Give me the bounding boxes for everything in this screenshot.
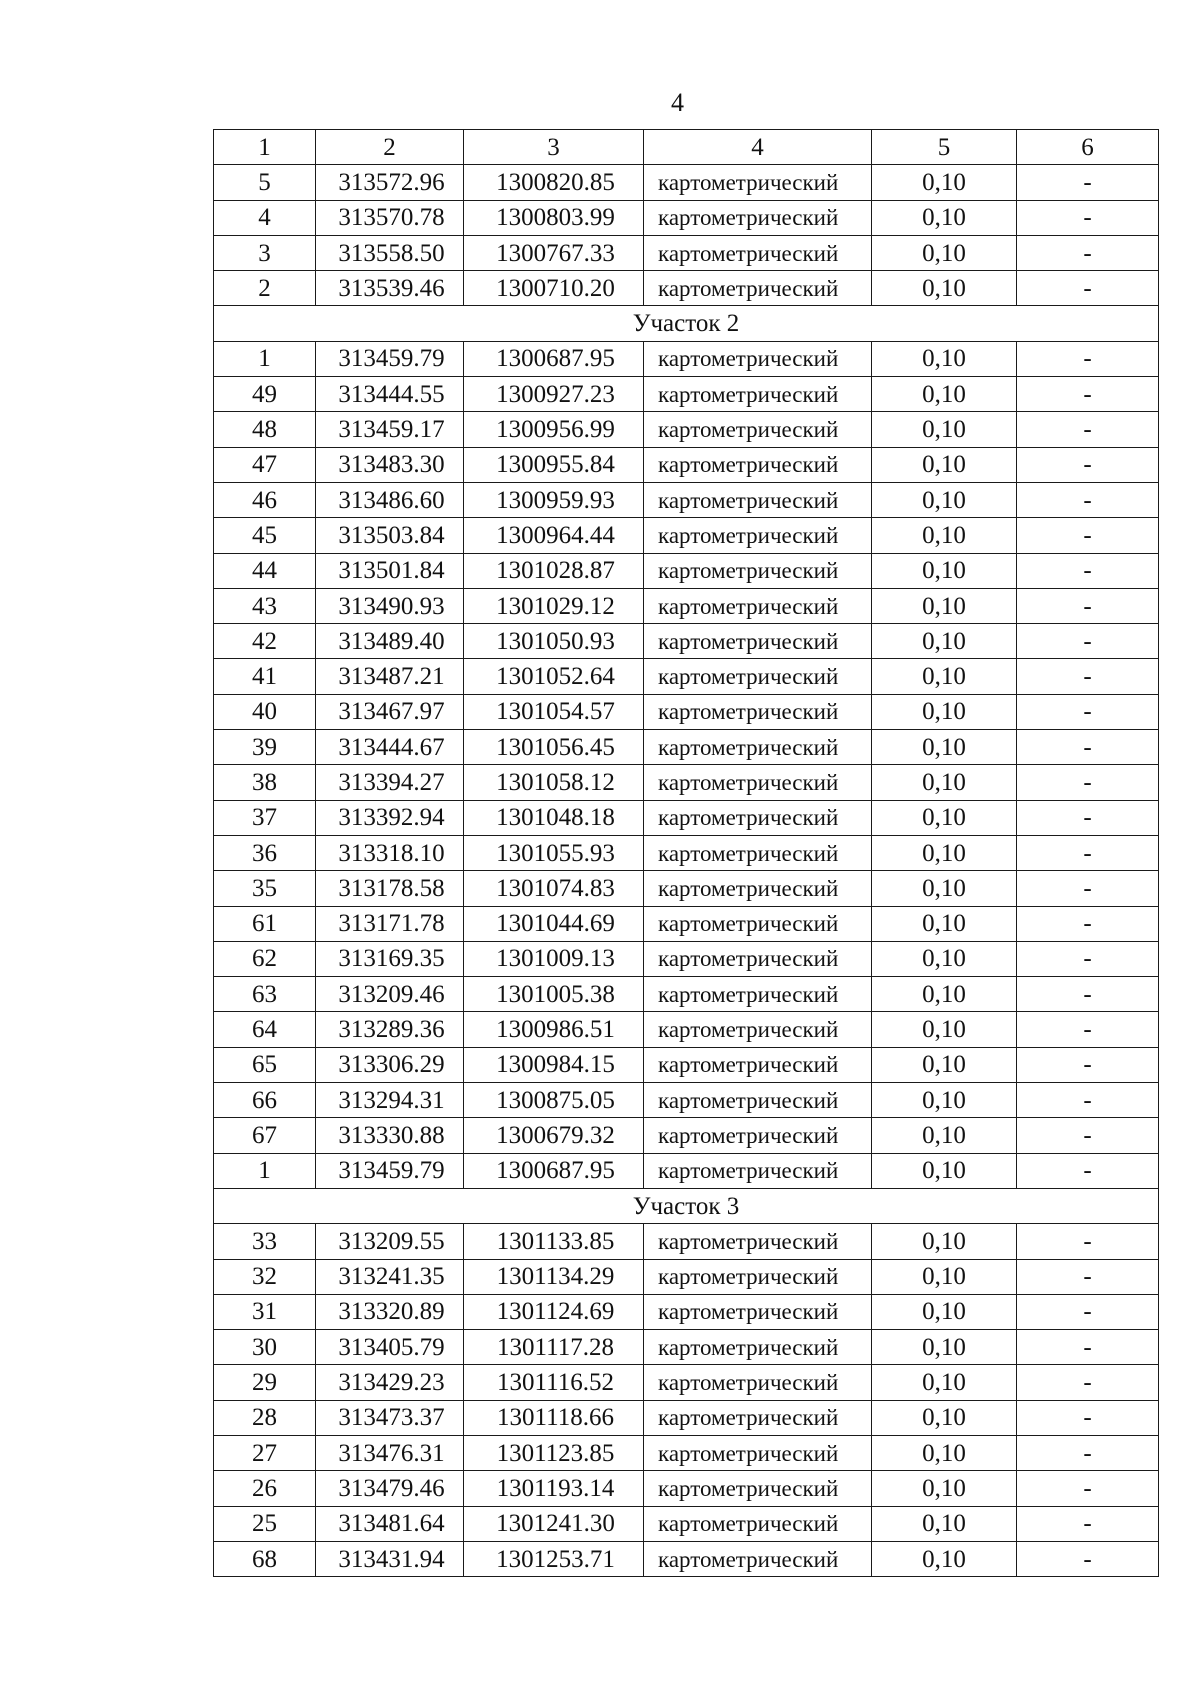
accuracy-cell: 0,10 [872,1224,1017,1259]
point-number-cell: 40 [214,694,316,729]
description-cell: - [1017,200,1159,235]
x-coordinate-cell: 313501.84 [316,553,464,588]
description-cell: - [1017,765,1159,800]
y-coordinate-cell: 1301133.85 [464,1224,644,1259]
table-row [214,1471,1159,1506]
method-cell: картометрический [644,1047,872,1082]
description-cell: - [1017,377,1159,412]
description-cell: - [1017,1541,1159,1576]
method-cell: картометрический [644,800,872,835]
method-cell: картометрический [644,447,872,482]
method-cell: картометрический [644,977,872,1012]
accuracy-cell: 0,10 [872,341,1017,376]
table-row [214,1400,1159,1435]
point-number-cell: 61 [214,906,316,941]
description-cell: - [1017,694,1159,729]
accuracy-cell: 0,10 [872,1047,1017,1082]
x-coordinate-cell: 313481.64 [316,1506,464,1541]
accuracy-cell: 0,10 [872,1118,1017,1153]
accuracy-cell: 0,10 [872,553,1017,588]
y-coordinate-cell: 1300984.15 [464,1047,644,1082]
description-cell: - [1017,1224,1159,1259]
table-row [214,835,1159,870]
page-number: 4 [671,88,684,117]
x-coordinate-cell: 313405.79 [316,1330,464,1365]
point-number-cell: 45 [214,518,316,553]
method-cell: картометрический [644,1224,872,1259]
x-coordinate-cell: 313490.93 [316,588,464,623]
point-number-cell: 48 [214,412,316,447]
accuracy-cell: 0,10 [872,412,1017,447]
accuracy-cell: 0,10 [872,977,1017,1012]
table-row [214,200,1159,235]
method-cell: картометрический [644,341,872,376]
x-coordinate-cell: 313489.40 [316,624,464,659]
y-coordinate-cell: 1300964.44 [464,518,644,553]
description-cell: - [1017,906,1159,941]
x-coordinate-cell: 313487.21 [316,659,464,694]
accuracy-cell: 0,10 [872,518,1017,553]
coordinates-table [213,129,1159,1577]
y-coordinate-cell: 1301134.29 [464,1259,644,1294]
accuracy-cell: 0,10 [872,730,1017,765]
table-row [214,235,1159,270]
y-coordinate-cell: 1300803.99 [464,200,644,235]
table-row [214,377,1159,412]
x-coordinate-cell: 313479.46 [316,1471,464,1506]
method-cell: картометрический [644,1259,872,1294]
x-coordinate-cell: 313473.37 [316,1400,464,1435]
y-coordinate-cell: 1301124.69 [464,1294,644,1329]
x-coordinate-cell: 313171.78 [316,906,464,941]
table-row [214,941,1159,976]
header-cell: 6 [1017,130,1159,165]
description-cell: - [1017,1435,1159,1470]
method-cell: картометрический [644,1506,872,1541]
y-coordinate-cell: 1300956.99 [464,412,644,447]
method-cell: картометрический [644,765,872,800]
y-coordinate-cell: 1300687.95 [464,341,644,376]
table-row [214,1224,1159,1259]
x-coordinate-cell: 313459.17 [316,412,464,447]
method-cell: картометрический [644,235,872,270]
method-cell: картометрический [644,518,872,553]
point-number-cell: 28 [214,1400,316,1435]
point-number-cell: 39 [214,730,316,765]
accuracy-cell: 0,10 [872,941,1017,976]
accuracy-cell: 0,10 [872,1400,1017,1435]
description-cell: - [1017,341,1159,376]
description-cell: - [1017,553,1159,588]
description-cell: - [1017,1259,1159,1294]
method-cell: картометрический [644,412,872,447]
table-row [214,1047,1159,1082]
y-coordinate-cell: 1301005.38 [464,977,644,1012]
y-coordinate-cell: 1301055.93 [464,835,644,870]
method-cell: картометрический [644,377,872,412]
description-cell: - [1017,659,1159,694]
method-cell: картометрический [644,1012,872,1047]
method-cell: картометрический [644,1330,872,1365]
y-coordinate-cell: 1301052.64 [464,659,644,694]
point-number-cell: 65 [214,1047,316,1082]
table-row [214,694,1159,729]
y-coordinate-cell: 1300820.85 [464,165,644,200]
accuracy-cell: 0,10 [872,165,1017,200]
table-row [214,1541,1159,1576]
header-cell: 2 [316,130,464,165]
table-row [214,1365,1159,1400]
y-coordinate-cell: 1301253.71 [464,1541,644,1576]
x-coordinate-cell: 313459.79 [316,1153,464,1188]
method-cell: картометрический [644,165,872,200]
point-number-cell: 25 [214,1506,316,1541]
x-coordinate-cell: 313429.23 [316,1365,464,1400]
accuracy-cell: 0,10 [872,1153,1017,1188]
x-coordinate-cell: 313570.78 [316,200,464,235]
description-cell: - [1017,447,1159,482]
x-coordinate-cell: 313294.31 [316,1083,464,1118]
method-cell: картометрический [644,941,872,976]
method-cell: картометрический [644,553,872,588]
accuracy-cell: 0,10 [872,1506,1017,1541]
x-coordinate-cell: 313289.36 [316,1012,464,1047]
accuracy-cell: 0,10 [872,659,1017,694]
point-number-cell: 64 [214,1012,316,1047]
description-cell: - [1017,1118,1159,1153]
description-cell: - [1017,977,1159,1012]
y-coordinate-cell: 1300875.05 [464,1083,644,1118]
accuracy-cell: 0,10 [872,1541,1017,1576]
description-cell: - [1017,1330,1159,1365]
accuracy-cell: 0,10 [872,235,1017,270]
x-coordinate-cell: 313431.94 [316,1541,464,1576]
method-cell: картометрический [644,1400,872,1435]
y-coordinate-cell: 1301044.69 [464,906,644,941]
table-row [214,1506,1159,1541]
point-number-cell: 41 [214,659,316,694]
method-cell: картометрический [644,1541,872,1576]
point-number-cell: 62 [214,941,316,976]
description-cell: - [1017,165,1159,200]
method-cell: картометрический [644,1435,872,1470]
section-row [214,1188,1159,1223]
section-label: Участок 3 [214,1188,1159,1223]
accuracy-cell: 0,10 [872,588,1017,623]
accuracy-cell: 0,10 [872,482,1017,517]
method-cell: картометрический [644,906,872,941]
point-number-cell: 42 [214,624,316,659]
description-cell: - [1017,1153,1159,1188]
method-cell: картометрический [644,624,872,659]
x-coordinate-cell: 313392.94 [316,800,464,835]
y-coordinate-cell: 1301241.30 [464,1506,644,1541]
table-header-row [214,130,1159,165]
table-row [214,800,1159,835]
x-coordinate-cell: 313467.97 [316,694,464,729]
accuracy-cell: 0,10 [872,624,1017,659]
x-coordinate-cell: 313503.84 [316,518,464,553]
method-cell: картометрический [644,1118,872,1153]
y-coordinate-cell: 1301123.85 [464,1435,644,1470]
point-number-cell: 44 [214,553,316,588]
point-number-cell: 1 [214,341,316,376]
accuracy-cell: 0,10 [872,906,1017,941]
table-row [214,977,1159,1012]
x-coordinate-cell: 313241.35 [316,1259,464,1294]
y-coordinate-cell: 1301118.66 [464,1400,644,1435]
point-number-cell: 68 [214,1541,316,1576]
header-cell: 1 [214,130,316,165]
x-coordinate-cell: 313572.96 [316,165,464,200]
accuracy-cell: 0,10 [872,694,1017,729]
accuracy-cell: 0,10 [872,835,1017,870]
description-cell: - [1017,271,1159,306]
y-coordinate-cell: 1300986.51 [464,1012,644,1047]
table-row [214,730,1159,765]
description-cell: - [1017,588,1159,623]
method-cell: картометрический [644,1153,872,1188]
description-cell: - [1017,1012,1159,1047]
description-cell: - [1017,730,1159,765]
method-cell: картометрический [644,200,872,235]
point-number-cell: 32 [214,1259,316,1294]
accuracy-cell: 0,10 [872,377,1017,412]
accuracy-cell: 0,10 [872,800,1017,835]
x-coordinate-cell: 313558.50 [316,235,464,270]
y-coordinate-cell: 1300710.20 [464,271,644,306]
x-coordinate-cell: 313476.31 [316,1435,464,1470]
x-coordinate-cell: 313209.46 [316,977,464,1012]
table-row [214,1083,1159,1118]
method-cell: картометрический [644,871,872,906]
point-number-cell: 49 [214,377,316,412]
accuracy-cell: 0,10 [872,765,1017,800]
table-body [214,130,1159,1577]
y-coordinate-cell: 1300687.95 [464,1153,644,1188]
y-coordinate-cell: 1301054.57 [464,694,644,729]
point-number-cell: 4 [214,200,316,235]
accuracy-cell: 0,10 [872,871,1017,906]
accuracy-cell: 0,10 [872,271,1017,306]
x-coordinate-cell: 313539.46 [316,271,464,306]
point-number-cell: 26 [214,1471,316,1506]
description-cell: - [1017,482,1159,517]
y-coordinate-cell: 1301028.87 [464,553,644,588]
point-number-cell: 1 [214,1153,316,1188]
x-coordinate-cell: 313444.67 [316,730,464,765]
table-row [214,871,1159,906]
description-cell: - [1017,412,1159,447]
accuracy-cell: 0,10 [872,1365,1017,1400]
table-row [214,341,1159,376]
accuracy-cell: 0,10 [872,1259,1017,1294]
x-coordinate-cell: 313483.30 [316,447,464,482]
table-row [214,1435,1159,1470]
y-coordinate-cell: 1300767.33 [464,235,644,270]
y-coordinate-cell: 1300959.93 [464,482,644,517]
header-cell: 4 [644,130,872,165]
description-cell: - [1017,1365,1159,1400]
x-coordinate-cell: 313459.79 [316,341,464,376]
x-coordinate-cell: 313306.29 [316,1047,464,1082]
x-coordinate-cell: 313320.89 [316,1294,464,1329]
description-cell: - [1017,871,1159,906]
method-cell: картометрический [644,271,872,306]
accuracy-cell: 0,10 [872,1435,1017,1470]
point-number-cell: 37 [214,800,316,835]
y-coordinate-cell: 1301048.18 [464,800,644,835]
description-cell: - [1017,518,1159,553]
description-cell: - [1017,235,1159,270]
method-cell: картометрический [644,835,872,870]
point-number-cell: 43 [214,588,316,623]
accuracy-cell: 0,10 [872,200,1017,235]
point-number-cell: 27 [214,1435,316,1470]
point-number-cell: 31 [214,1294,316,1329]
accuracy-cell: 0,10 [872,1471,1017,1506]
table-row [214,447,1159,482]
table-row [214,165,1159,200]
table-row [214,1294,1159,1329]
accuracy-cell: 0,10 [872,1083,1017,1118]
description-cell: - [1017,624,1159,659]
table-row [214,1330,1159,1365]
table-row [214,518,1159,553]
y-coordinate-cell: 1301056.45 [464,730,644,765]
method-cell: картометрический [644,1471,872,1506]
point-number-cell: 67 [214,1118,316,1153]
point-number-cell: 47 [214,447,316,482]
description-cell: - [1017,1047,1159,1082]
table-row [214,482,1159,517]
table-row [214,412,1159,447]
point-number-cell: 3 [214,235,316,270]
y-coordinate-cell: 1301193.14 [464,1471,644,1506]
point-number-cell: 36 [214,835,316,870]
point-number-cell: 35 [214,871,316,906]
section-label: Участок 2 [214,306,1159,341]
accuracy-cell: 0,10 [872,1012,1017,1047]
table-row [214,271,1159,306]
point-number-cell: 38 [214,765,316,800]
method-cell: картометрический [644,1083,872,1118]
description-cell: - [1017,1506,1159,1541]
accuracy-cell: 0,10 [872,1330,1017,1365]
table-row [214,1259,1159,1294]
y-coordinate-cell: 1301009.13 [464,941,644,976]
accuracy-cell: 0,10 [872,1294,1017,1329]
method-cell: картометрический [644,588,872,623]
method-cell: картометрический [644,1294,872,1329]
method-cell: картометрический [644,659,872,694]
point-number-cell: 30 [214,1330,316,1365]
x-coordinate-cell: 313330.88 [316,1118,464,1153]
point-number-cell: 66 [214,1083,316,1118]
table-row [214,765,1159,800]
x-coordinate-cell: 313178.58 [316,871,464,906]
accuracy-cell: 0,10 [872,447,1017,482]
y-coordinate-cell: 1301116.52 [464,1365,644,1400]
description-cell: - [1017,835,1159,870]
y-coordinate-cell: 1301074.83 [464,871,644,906]
table-row [214,588,1159,623]
table-row [214,659,1159,694]
y-coordinate-cell: 1300679.32 [464,1118,644,1153]
table-row [214,553,1159,588]
method-cell: картометрический [644,1365,872,1400]
y-coordinate-cell: 1301058.12 [464,765,644,800]
description-cell: - [1017,941,1159,976]
x-coordinate-cell: 313486.60 [316,482,464,517]
section-row [214,306,1159,341]
point-number-cell: 29 [214,1365,316,1400]
table-row [214,1012,1159,1047]
table-row [214,1153,1159,1188]
table-row [214,624,1159,659]
y-coordinate-cell: 1301029.12 [464,588,644,623]
description-cell: - [1017,1471,1159,1506]
point-number-cell: 2 [214,271,316,306]
method-cell: картометрический [644,694,872,729]
x-coordinate-cell: 313169.35 [316,941,464,976]
x-coordinate-cell: 313318.10 [316,835,464,870]
x-coordinate-cell: 313394.27 [316,765,464,800]
point-number-cell: 63 [214,977,316,1012]
point-number-cell: 33 [214,1224,316,1259]
description-cell: - [1017,1294,1159,1329]
description-cell: - [1017,1400,1159,1435]
description-cell: - [1017,1083,1159,1118]
method-cell: картометрический [644,482,872,517]
table-row [214,1118,1159,1153]
y-coordinate-cell: 1301117.28 [464,1330,644,1365]
x-coordinate-cell: 313209.55 [316,1224,464,1259]
description-cell: - [1017,800,1159,835]
point-number-cell: 5 [214,165,316,200]
method-cell: картометрический [644,730,872,765]
y-coordinate-cell: 1301050.93 [464,624,644,659]
x-coordinate-cell: 313444.55 [316,377,464,412]
point-number-cell: 46 [214,482,316,517]
y-coordinate-cell: 1300955.84 [464,447,644,482]
header-cell: 3 [464,130,644,165]
table-row [214,906,1159,941]
header-cell: 5 [872,130,1017,165]
y-coordinate-cell: 1300927.23 [464,377,644,412]
